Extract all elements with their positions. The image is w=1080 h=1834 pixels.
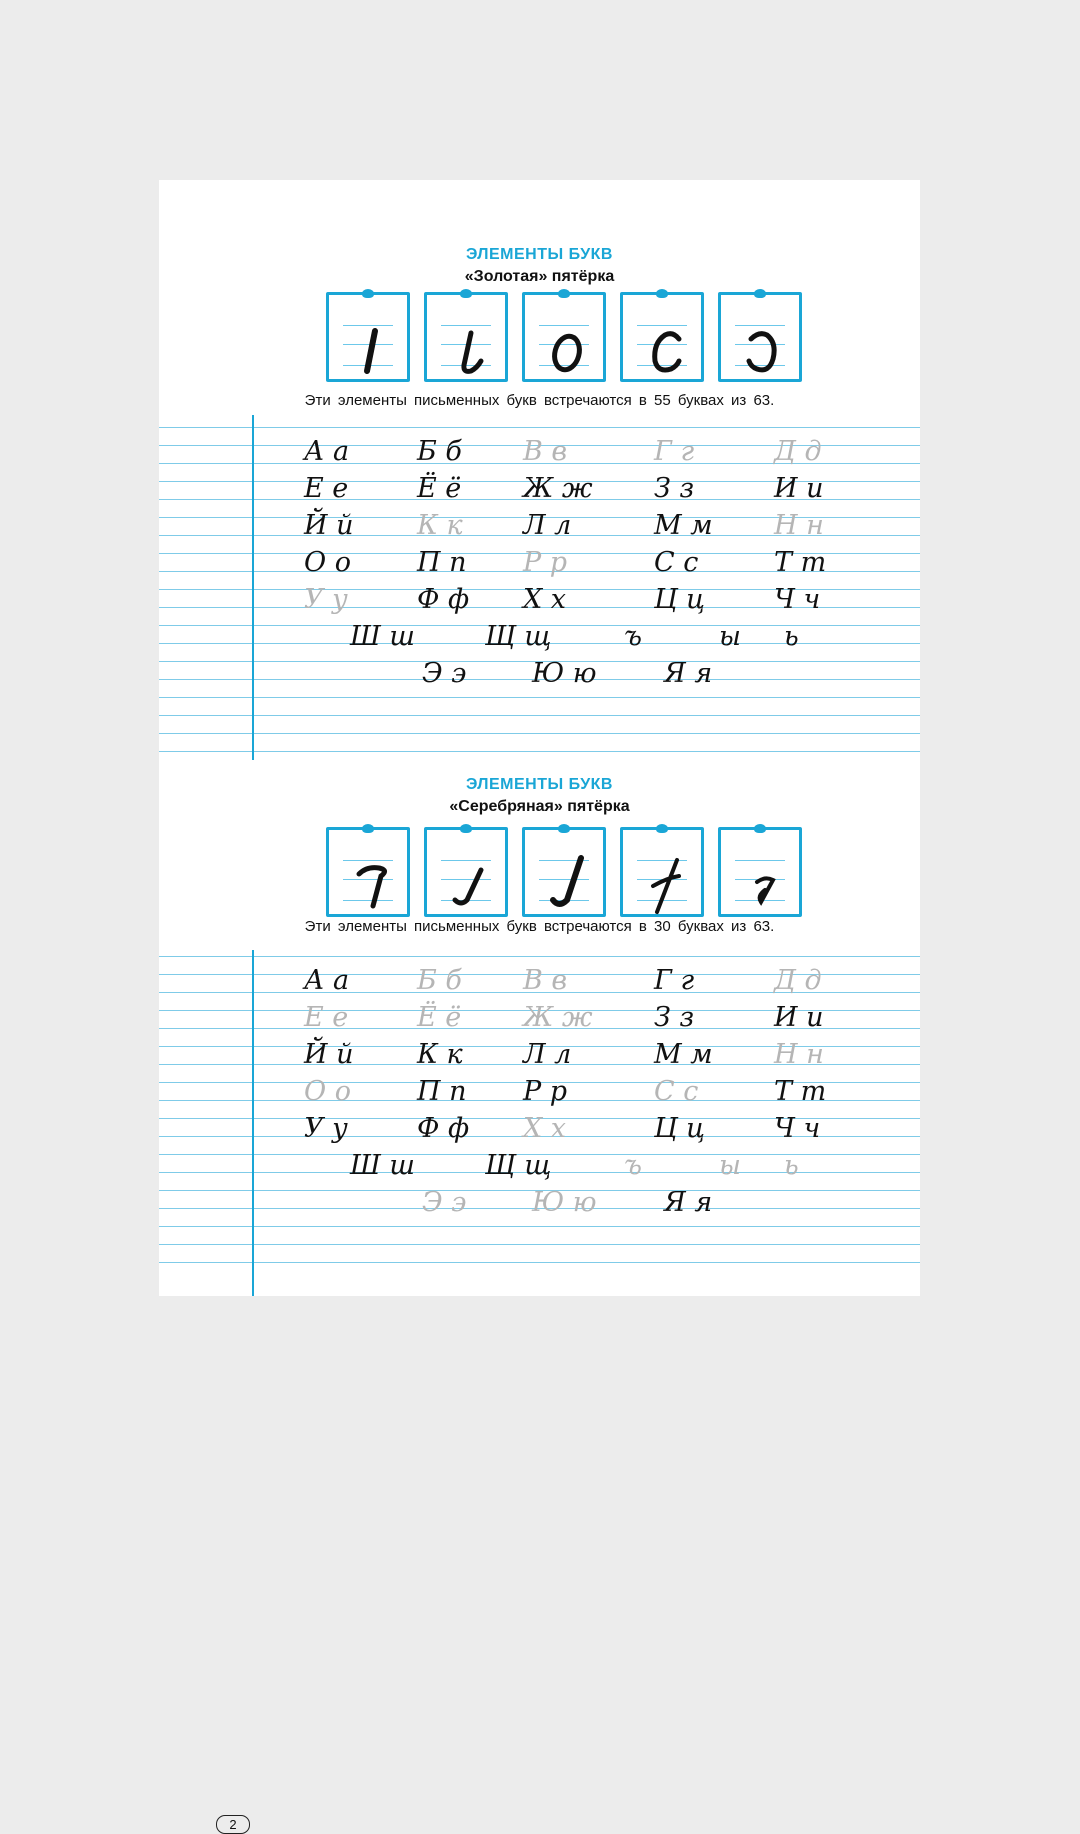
letter-pair: У у [304, 1113, 348, 1144]
hook-icon [427, 295, 511, 385]
letter-pair: П п [417, 1076, 467, 1107]
letter-pair: Щ щ [485, 1150, 552, 1181]
letter-pair: В в [523, 965, 568, 996]
letter-pair: Й й [304, 1039, 354, 1070]
letter-pair: Ц ц [654, 584, 705, 615]
letter-pair: Ш ш [350, 621, 415, 652]
section-heading: ЭЛЕМЕНТЫ БУКВ [466, 776, 613, 793]
letter-pair: О о [304, 1076, 351, 1107]
section-subheading: «Золотая» пятёрка [464, 268, 615, 285]
element-card-semi-oval-right [718, 292, 802, 382]
letter-pair: У у [304, 584, 348, 615]
g-hook-icon [329, 830, 413, 920]
semi-oval-right-icon [721, 295, 805, 385]
letter-pair: Я я [664, 1187, 713, 1218]
element-card-oval [522, 292, 606, 382]
long-loop-icon [525, 830, 609, 920]
element-card-stroke [326, 292, 410, 382]
margin-line [252, 415, 254, 760]
section-caption: Эти элементы письменных букв встречаются в 55 буквах из 63. [304, 392, 775, 409]
letter-pair: Ж ж [523, 1002, 593, 1033]
letter-pair: Н н [774, 510, 824, 541]
letter-pair: Э э [422, 658, 467, 689]
letter-pair: Т т [774, 1076, 827, 1107]
letter-pair: Е е [304, 473, 349, 504]
letter-pair: Я я [664, 658, 713, 689]
letter-pair: И и [774, 1002, 824, 1033]
letter-pair: Ч ч [774, 1113, 821, 1144]
letter-pair: ъ [624, 1150, 642, 1181]
letter-pair: Б б [417, 436, 462, 467]
letter-pair: Ц ц [654, 1113, 705, 1144]
element-card-g-hook [326, 827, 410, 917]
letter-pair: ы [719, 1150, 741, 1181]
element-card-semi-oval-left [620, 292, 704, 382]
letter-pair: Ё ё [417, 1002, 462, 1033]
element-card-loop-stroke [620, 827, 704, 917]
letter-pair: Ч ч [774, 584, 821, 615]
letter-pair: Е е [304, 1002, 349, 1033]
letter-pair: Щ щ [485, 621, 552, 652]
letter-pair: А а [304, 436, 350, 467]
letter-pair: С с [654, 547, 699, 578]
element-card-long-loop [522, 827, 606, 917]
letter-pair: Д д [774, 436, 822, 467]
letter-pair: А а [304, 965, 350, 996]
letter-pair: Ю ю [532, 658, 597, 689]
letter-pair: Л л [523, 1039, 572, 1070]
small-loop-icon [721, 830, 805, 920]
letter-pair: Т т [774, 547, 827, 578]
letter-pair: Й й [304, 510, 354, 541]
letter-pair: К к [417, 1039, 463, 1070]
semi-oval-left-icon [623, 295, 707, 385]
oval-icon [525, 295, 609, 385]
section-caption: Эти элементы письменных букв встречаются в 30 буквах из 63. [304, 918, 775, 935]
letter-pair: П п [417, 547, 467, 578]
letter-pair: Ё ё [417, 473, 462, 504]
letter-pair: Н н [774, 1039, 824, 1070]
letter-pair: Ж ж [523, 473, 593, 504]
letter-pair: Р р [523, 1076, 568, 1107]
letter-pair: Б б [417, 965, 462, 996]
element-card-upstroke [424, 827, 508, 917]
letter-pair: К к [417, 510, 463, 541]
loop-stroke-icon [623, 830, 707, 920]
letter-pair: ъ [624, 621, 642, 652]
letter-pair: О о [304, 547, 351, 578]
section-golden-five [159, 180, 920, 760]
letter-pair: И и [774, 473, 824, 504]
letter-pair: Г г [654, 965, 695, 996]
letter-pair: Р р [523, 547, 568, 578]
letter-pair: Э э [422, 1187, 467, 1218]
letter-pair: Ш ш [350, 1150, 415, 1181]
letter-pair: З з [654, 1002, 695, 1033]
letter-pair: Л л [523, 510, 572, 541]
upstroke-icon [427, 830, 511, 920]
element-card-hook [424, 292, 508, 382]
workbook-page [159, 180, 920, 1832]
page-number: 2 [216, 1815, 250, 1834]
letter-pair: Х х [523, 1113, 567, 1144]
section-heading: ЭЛЕМЕНТЫ БУКВ [466, 246, 613, 263]
element-card-small-loop [718, 827, 802, 917]
stroke-icon [329, 295, 413, 385]
letter-pair: Ю ю [532, 1187, 597, 1218]
section-subheading: «Серебряная» пятёрка [449, 798, 630, 815]
letter-pair: Ф ф [417, 584, 470, 615]
section-silver-five [159, 760, 920, 1832]
letter-pair: Д д [774, 965, 822, 996]
letter-pair: М м [654, 510, 713, 541]
letter-pair: В в [523, 436, 568, 467]
letter-pair: М м [654, 1039, 713, 1070]
letter-pair: ь [784, 1150, 799, 1181]
letter-pair: С с [654, 1076, 699, 1107]
letter-pair: Г г [654, 436, 695, 467]
letter-pair: ь [784, 621, 799, 652]
letter-pair: Ф ф [417, 1113, 470, 1144]
letter-pair: ы [719, 621, 741, 652]
letter-pair: З з [654, 473, 695, 504]
margin-line [252, 950, 254, 1296]
letter-pair: Х х [523, 584, 567, 615]
